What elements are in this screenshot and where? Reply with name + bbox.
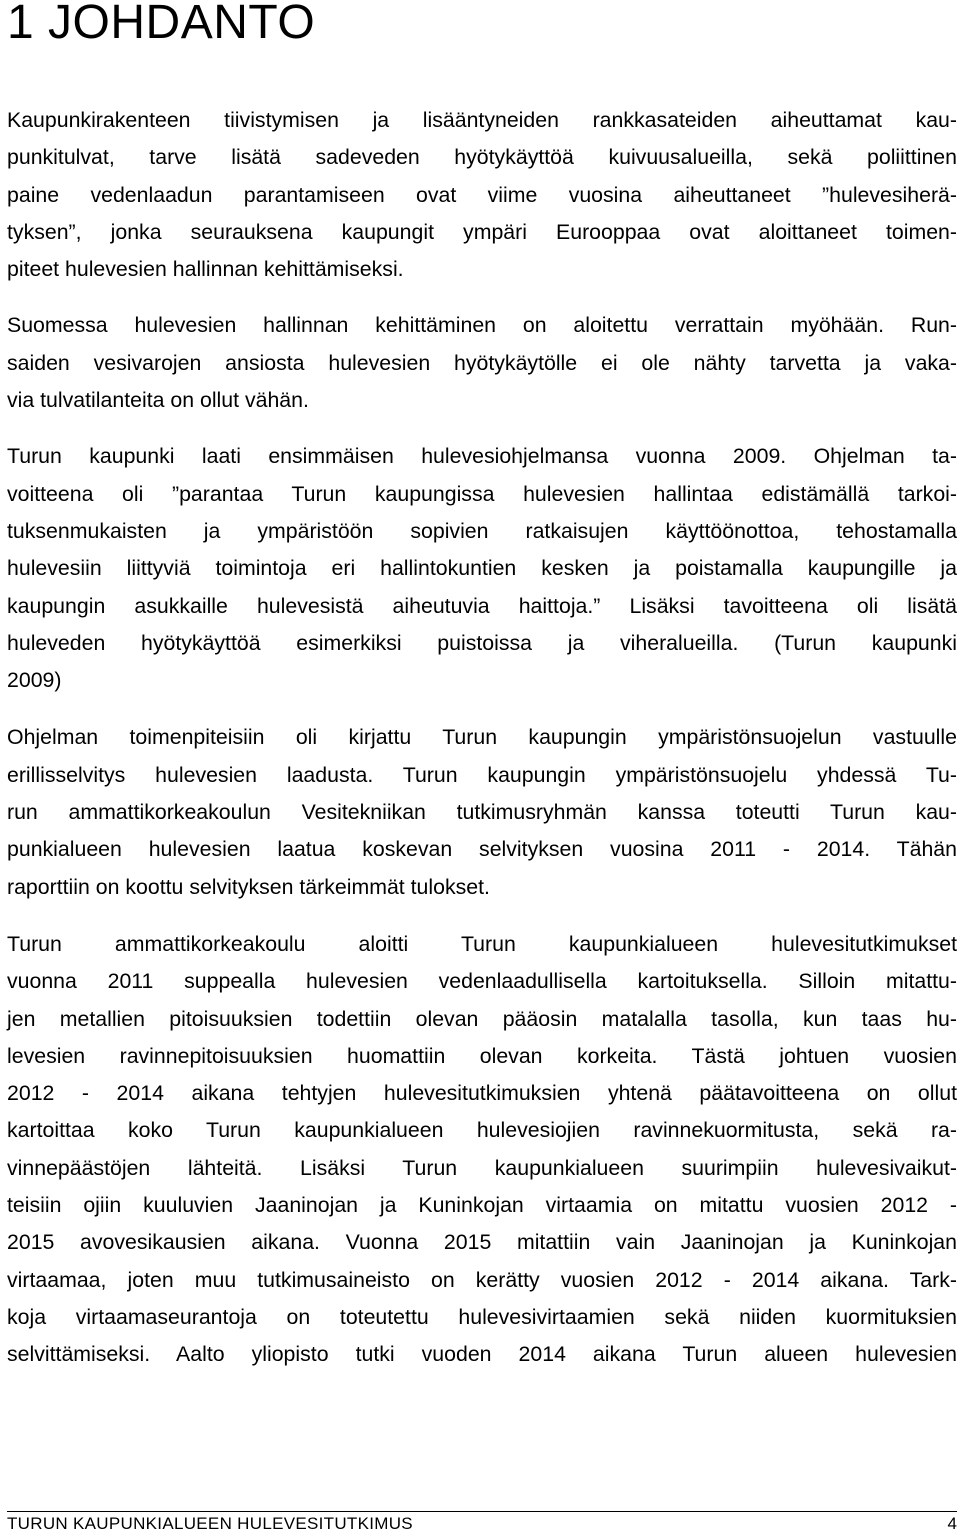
text-line: Ohjelman toimenpiteisiin oli kirjattu Turun kaupungin ympäristönsuojelun vastuulle (7, 725, 957, 750)
text-line: Turun ammattikorkeakoulu aloitti Turun kaupunkialueen hulevesitutkimukset (7, 931, 957, 956)
text-line: virtaamaa, joten muu tutkimusaineisto on kerätty vuosien 2012 - 2014 aikana. Tark- (7, 1267, 957, 1292)
text-line: punkialueen hulevesien laatua koskevan selvityksen vuosina 2011 - 2014. Tähän (7, 837, 957, 862)
text-line: 2009) (7, 668, 62, 693)
text-line: erillisselvitys hulevesien laadusta. Turun kaupungin ympäristönsuojelu yhdessä Tu- (7, 762, 957, 787)
text-line: huleveden hyötykäyttöä esimerkiksi puistoissa ja viheralueilla. (Turun kaupunki (7, 630, 957, 655)
footer-title: TURUN KAUPUNKIALUEEN HULEVESITUTKIMUS (7, 1514, 413, 1533)
text-line: 2015 avovesikausien aikana. Vuonna 2015 mitattiin vain Jaaninojan ja Kuninkojan (7, 1230, 957, 1255)
text-line: raporttiin on koottu selvityksen tärkeimmät tulokset. (7, 874, 490, 899)
paragraph-5 (7, 926, 957, 1374)
paragraph-2 (7, 307, 957, 419)
text-line: kartoittaa koko Turun kaupunkialueen hulevesiojien ravinnekuormitusta, sekä ra- (7, 1118, 957, 1143)
text-line: jen metallien pitoisuuksien todettiin olevan pääosin matalalla tasolla, kun taas hu- (7, 1006, 957, 1031)
text-line: Suomessa hulevesien hallinnan kehittäminen on aloitettu verrattain myöhään. Run- (7, 313, 957, 338)
text-line: tuksenmukaisten ja ympäristöön sopivien ratkaisujen käyttöönottoa, tehostamalla (7, 518, 957, 543)
text-line: selvittämiseksi. Aalto yliopisto tutki vuoden 2014 aikana Turun alueen hulevesien (7, 1342, 957, 1367)
body-text (7, 102, 957, 1374)
chapter-heading: 1 JOHDANTO (7, 0, 316, 49)
page-footer (7, 1511, 957, 1535)
text-line: vinnepäästöjen lähteitä. Lisäksi Turun kaupunkialueen suurimpiin hulevesivaikut- (7, 1155, 957, 1180)
text-line: tyksen”, jonka seurauksena kaupungit ympäri Eurooppaa ovat aloittaneet toimen- (7, 219, 957, 244)
paragraph-3 (7, 438, 957, 699)
text-line: 2012 - 2014 aikana tehtyjen hulevesitutkimuksien yhtenä päätavoitteena on ollut (7, 1081, 957, 1106)
text-line: hulevesiin liittyviä toimintoja eri hallintokuntien kesken ja poistamalla kaupungille ja (7, 556, 957, 581)
text-line: punkitulvat, tarve lisätä sadeveden hyötykäyttöä kuivuusalueilla, sekä poliittinen (7, 145, 957, 170)
text-line: Kaupunkirakenteen tiivistymisen ja lisääntyneiden rankkasateiden aiheuttamat kau- (7, 108, 957, 132)
text-line: Turun kaupunki laati ensimmäisen hulevesiohjelmansa vuonna 2009. Ohjelman ta- (7, 444, 957, 469)
text-line: koja virtaamaseurantoja on toteutettu hulevesivirtaamien sekä niiden kuormituksien (7, 1304, 957, 1329)
text-line: via tulvatilanteita on ollut vähän. (7, 388, 309, 413)
text-line: piteet hulevesien hallinnan kehittämiseksi. (7, 257, 404, 282)
page-number: 4 (947, 1514, 957, 1533)
text-line: levesien ravinnepitoisuuksien huomattiin olevan korkeita. Tästä johtuen vuosien (7, 1043, 957, 1068)
text-line: vuonna 2011 suppealla hulevesien vedenlaadullisella kartoituksella. Silloin mitattu- (7, 969, 957, 994)
text-line: kaupungin asukkaille hulevesistä aiheutuvia haittoja.” Lisäksi tavoitteena oli lisätä (7, 593, 957, 618)
text-line: voitteena oli ”parantaa Turun kaupungissa hulevesien hallintaa edistämällä tarkoi- (7, 481, 957, 506)
text-line: run ammattikorkeakoulun Vesitekniikan tutkimusryhmän kanssa toteutti Turun kau- (7, 800, 957, 825)
paragraph-1 (7, 102, 957, 288)
text-line: paine vedenlaadun parantamiseen ovat viime vuosina aiheuttaneet ”hulevesiherä- (7, 182, 957, 207)
paragraph-4 (7, 719, 957, 905)
text-line: teisiin ojiin kuuluvien Jaaninojan ja Kuninkojan virtaamia on mitattu vuosien 2012 - (7, 1193, 957, 1218)
text-line: saiden vesivarojen ansiosta hulevesien hyötykäytölle ei ole nähty tarvetta ja vaka- (7, 350, 957, 375)
